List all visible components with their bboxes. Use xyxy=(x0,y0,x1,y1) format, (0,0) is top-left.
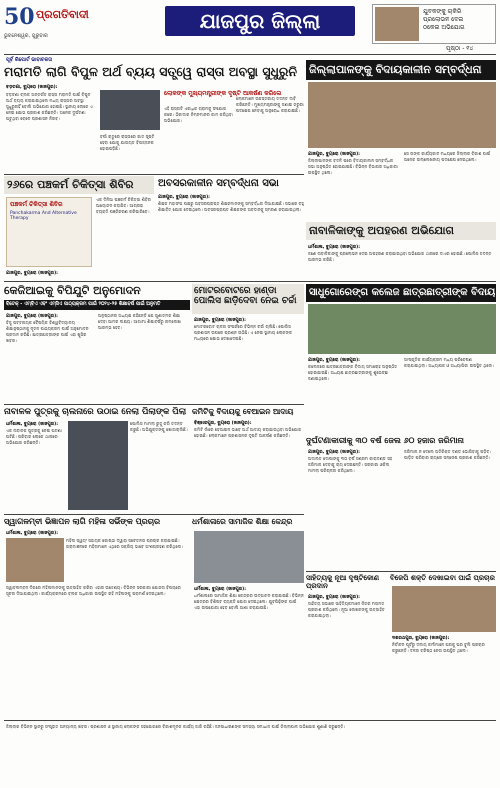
headline-committee[interactable]: କମିଟିକୁ ବିଦାୟକୁ ବେଆଇନ ଆଦାୟ xyxy=(192,407,294,416)
article-body: ଜିଲ୍ଲାର ବିଭିନ୍ନ ସ୍ଥାନରୁ ସଂଗୃହୀତ ଅନ୍ୟାନ୍ୟ ଖବର। ପ୍ରଶାସନ ଓ ସ୍ଥାନୀୟ ଲୋକଙ୍କ ସହଯୋଗରେ ବିକାଶମୂଳକ କାର୍ଯ୍ୟ ଜାରି ରହିଛି। ଜନସାଧାରଣଙ୍କ ସମସ୍ୟା ସମାଧାନ ପାଇଁ ଜିଲ୍ଲାପାଳ ଅଭିଯୋଗ ଶୁଣାଣି କରୁଛନ୍ତି। xyxy=(6,724,346,729)
divider xyxy=(4,281,496,282)
article-body: ବଡ଼ଚଣା ବ୍ଲକ ଅନ୍ତର୍ଗତ ରାସ୍ତା ମରାମତି ପାଇଁ ବିପୁଳ ଅର୍ଥ ବ୍ୟୟ କରାଯାଇଥିଲେ ମଧ୍ୟ ରାସ୍ତାର ଅବସ୍ଥା ସୁଧୁରୁନାହିଁ ବୋଲି ଅଭିଯୋଗ ହୋଇଛି। ସ୍ଥାନୀୟ ଲୋକେ ଏ ନେଇ କ୍ଷୋଭ ପ୍ରକାଶ କରିଛନ୍ତି। ଅନେକ ଦୁର୍ଘଟଣା ଘଟୁଥିବା ବେଳେ ପ୍ରଶାସନ ନିରବ। xyxy=(6,92,93,121)
article-body: ନିର୍ବାଚନ ପୂର୍ବରୁ ଦଳୀୟ କର୍ମୀମାନେ ଘରକୁ ଘର ବୁଲି ପ୍ରଚାର କରୁଛନ୍ତି। ଦଳର ବରିଷ୍ଠ ନେତା ଉପସ୍ଥିତ ଥିଲେ। xyxy=(392,642,485,653)
article-body: ଅଦାଲତ ଦୋଷୀଙ୍କୁ ୩୦ ବର୍ଷ ସଶ୍ରମ କାରାଦଣ୍ଡ ସହ ଜରିମାନା ଦେବାକୁ ରାୟ ଦେଇଛନ୍ତି। ସରକାରୀ ଓକିଲ ମାମଲା ପରିଚାଳନା କରିଥିଲେ। xyxy=(308,456,393,473)
kicker: ପୂର୍ବ ରିପୋର୍ଟ ଭାବାଚକତା xyxy=(6,57,53,63)
article-body: ବର୍ଷା ଋତୁରେ ରାସ୍ତାରେ ଗାତ ସୃଷ୍ଟି ହେବା ଯୋଗୁ ଯାତାୟତ ବିପଜ୍ଜନକ ହୋଇପଡ଼ିଛି। xyxy=(100,134,155,151)
poster-sub: Panchakarma And Alternative Therapy xyxy=(10,211,77,221)
dateline: ଯାଜପୁର, ବ୍ୟୁରୋ (ଜାଜପୁର): xyxy=(308,450,360,455)
dateline: ବିଞ୍ଝାରପୁର, ବ୍ୟୁରୋ (ଜାଜପୁର): xyxy=(194,421,252,426)
headline-minor-abduction[interactable]: ନାବାଳିକାଙ୍କୁ ଅପହରଣ ଅଭିଯୋଗ xyxy=(306,222,496,240)
farewell-photo xyxy=(308,82,496,148)
women-photo xyxy=(6,538,64,582)
bottom-rule xyxy=(4,720,496,721)
logo-number: 50 xyxy=(4,4,35,30)
dateline: ଯାଜପୁର, ବ୍ୟୁରୋ (ଜାଜପୁର): xyxy=(158,195,210,200)
headline-jail-sentence[interactable]: ଦୁର୍ଘଟଣାକାରୀକୁ ୩୦ ବର୍ଷ ଜେଲ ୬୦ ହଜାର ଜରିମାନା xyxy=(306,436,464,445)
headline-retirement[interactable]: ଅବସରକାଳୀନ ସମ୍ବର୍ଦ୍ଧନା ସଭା xyxy=(158,178,279,189)
masthead-logo xyxy=(4,4,122,32)
camp-poster xyxy=(6,197,92,267)
article-body: ବିଜୁ ପଟ୍ଟନାୟକ ବୈଷୟିକ ବିଶ୍ୱବିଦ୍ୟାଳୟ ଶିକ୍ଷାନୁଷ୍ଠାନକୁ ନୂତନ ପାଠ୍ୟକ୍ରମ ପାଇଁ ଅନୁମୋଦନ ପ୍ରଦାନ କରିଛି। ଛାତ୍ରଛାତ୍ରୀଙ୍କ ପାଇଁ ଏହା ଖୁସିର ଖବର। xyxy=(6,320,89,343)
headline-road-repair[interactable]: ମରାମତି ଲାଗି ବିପୁଳ ଅର୍ଥ ବ୍ୟୟ ସତ୍ତ୍ୱେ ରାସ୍ତା ଅବସ୍ଥା ସୁଧୁରୁନି xyxy=(4,64,298,79)
divider xyxy=(4,514,304,515)
article-body: ସ୍ୱାବଲମ୍ବନ ଦିଗରେ ମହିଳାମାନଙ୍କୁ ଉତ୍ସାହିତ କରିବା ଏହାର ଉଦ୍ଦେଶ୍ୟ। ବିଭିନ୍ନ ସରକାରୀ ଯୋଜନା ବିଷୟରେ ସୂଚନା ଦିଆଯାଇଥିଲା। କାର୍ଯ୍ୟକ୍ରମରେ ବ୍ଲକ ଅଧିକାରୀ ଉପସ୍ଥିତ ରହି ମହିଳାଙ୍କୁ ପରାମର୍ଶ ଦେଇଥିଲେ। xyxy=(6,585,181,596)
dateline: ଧର୍ମଶାଳା, ବ୍ୟୁରୋ (ଜାଜପୁର): xyxy=(194,587,246,592)
dateline: ଧର୍ମଶାଳା, ବ୍ୟୁରୋ (ଜାଜପୁର): xyxy=(6,531,58,536)
article-body: ଜଣେ ନାବାଳିକାଙ୍କୁ ପ୍ରଲୋଭନ ଦେଇ ଅପହରଣ କରାଯାଇଥିବା ଅଭିଯୋଗ ଥାନାରେ ଦାଏର ହୋଇଛି। ପୋଲିସ ତଦନ୍ତ ଆରମ୍ଭ କରିଛି। xyxy=(308,251,492,262)
incident-photo xyxy=(68,421,128,510)
headline-farewell-collector[interactable]: ଜିଲ୍ଲାପାଳଙ୍କୁ ବିଦାୟକାଳୀନ ସମ୍ବର୍ଦ୍ଧନା xyxy=(306,60,496,80)
article-body: ଏକ ନାବାଳକ ପୁତ୍ରକୁ ନେଇ ଘଟଣା ଘଟିଛି। ପରିବାର ଲୋକେ ଥାନାରେ ଅଭିଯୋଗ କରିଛନ୍ତି। xyxy=(6,428,62,445)
article-body: ଶିକ୍ଷକ ମହାସଂଘ ପକ୍ଷରୁ ଅବସରପ୍ରାପ୍ତ ଶିକ୍ଷକମାନଙ୍କୁ ସମ୍ବର୍ଦ୍ଧନା ଦିଆଯାଇଛି। ସଭାରେ ବହୁ ଶିକ୍ଷାବିତ୍ ଯୋଗ ଦେଇଥିଲେ। ଅବସରପ୍ରାପ୍ତ ଶିକ୍ଷକଙ୍କ ଅବଦାନକୁ ସ୍ମରଣ କରାଯାଇଥିଲା। xyxy=(158,201,304,212)
divider xyxy=(4,404,304,405)
article-body: ମହିଳା ସ୍ୱୟଂ ସହାୟକ ଗୋଷ୍ଠୀ ଦ୍ୱାରା ସଚେତନତା ପ୍ରଚାର କରାଯାଇଛି। ଗ୍ରାମାଞ୍ଚଳରେ ମହିଳାମାନେ ଏଥିରେ ସକ୍ରିୟ ଭାବେ ଅଂଶଗ୍ରହଣ କରିଥିଲେ। xyxy=(66,538,184,549)
headline-bjp[interactable]: ବିଜେପି ଶକ୍ତି ଦେଖାଇବା ପାଇଁ ପ୍ରଚାର xyxy=(390,574,495,582)
teaser-text: ଯୁବକଙ୍କୁ ଚାକିରି ପ୍ରଲୋଭନ ଦେଇ ଠକେଇ ଅଭିଯୋଗ xyxy=(423,8,465,31)
headline-college-farewell[interactable]: ସାଧୁଗୋରେଙ୍ଗ କଲେଜ ଛାତ୍ରଛାତ୍ରୀଙ୍କ ବିଦାୟ xyxy=(306,284,496,302)
college-photo xyxy=(308,304,496,354)
article-body: ପୋଲିସ ମାମଲା ରୁଜୁ କରି ତଦନ୍ତ କରୁଛି। ଅଭିଯୁକ୍ତଙ୍କୁ ଖୋଜାଚାଲିଛି। xyxy=(130,421,188,432)
headline-minor-son[interactable]: ନାବାଳକ ପୁତ୍ରକୁ ଚାଲନାରେ ଉଠାଇ ନେଲା ପିଲାଙ୍କ ପିଲା xyxy=(4,407,187,417)
dateline: ଧର୍ମଶାଳା, ବ୍ୟୁରୋ (ଜାଜପୁର): xyxy=(308,245,360,250)
headline-women-campaign[interactable]: ସ୍ୱାଗଳମ୍ବୀ ଭିଜ୍ଞାପନ ଲାଗି ମହିଳା ସର୍ଭିଙ୍କ ପ୍ରଚାର xyxy=(4,517,161,526)
rally-photo xyxy=(392,586,496,632)
dateline: ଯାଜପୁର, ବ୍ୟୁରୋ (ଜାଜପୁର): xyxy=(308,152,360,157)
headline-social-center[interactable]: ଧର୍ମଶାଳାରେ ସାମାଜିକ ଶିକ୍ଷା କେନ୍ଦ୍ର xyxy=(192,517,293,526)
divider xyxy=(306,571,496,572)
article-body: ଏହି ରାସ୍ତାଟି ଏକାଧିକ ଗ୍ରାମକୁ ସଂଯୋଗ କରେ। ଠିକାଦାର ନିମ୍ନମାନର କାମ କରିଥିବା ଅଭିଯୋଗ। xyxy=(164,106,233,123)
article-body: ଜିଲ୍ଲାପାଳଙ୍କ ବଦଳି ପରେ ବିଦାୟକାଳୀନ ସମ୍ବର୍ଦ୍ଧନା ସଭା ଅନୁଷ୍ଠିତ ହୋଇଯାଇଛି। ବିଭିନ୍ନ ବିଭାଗର ଅଧିକାରୀ ଉପସ୍ଥିତ ଥିଲେ। xyxy=(308,158,398,175)
dateline: ଯାଜପୁର, ବ୍ୟୁରୋ (ଜାଜପୁର): xyxy=(6,314,58,319)
headline-literature[interactable]: ସାହିତ୍ୟକୁ ନୂଆ ଦୃଷ୍ଟିକୋଣ ପ୍ରଦାନ xyxy=(306,574,380,590)
masthead-subline: ଭୁବନେଶ୍ୱର, ଗୁରୁବାର xyxy=(4,33,48,39)
road-photo xyxy=(100,90,160,130)
dateline: ଯାଜପୁର, ବ୍ୟୁରୋ (ଜାଜପୁର): xyxy=(308,358,360,363)
teaser-box[interactable] xyxy=(372,4,496,44)
article-body: ମୋଟରବୋଟ ଚାଳନା ସଂପର୍କରେ ବିଭିନ୍ନ ଚର୍ଚ୍ଚା ଚାଲିଛି। ପୋଲିସ ପ୍ରଶାସନ ଉପରେ ପ୍ରଶ୍ନ ଉଠିଛି। ଏ ନେଇ ସ୍ଥାନୀୟ ଲୋକଙ୍କ ମଧ୍ୟରେ କ୍ଷୋଭ ଦେଖାଦେଇଛି। xyxy=(194,324,293,341)
article-body: କଲେଜରେ ଛାତ୍ରଛାତ୍ରୀଙ୍କ ବିଦାୟ ସମାରୋହ ଅନୁଷ୍ଠିତ ହୋଇଯାଇଛି। ଅଧ୍ୟକ୍ଷ ଛାତ୍ରଛାତ୍ରୀଙ୍କୁ ଶୁଭେଚ୍ଛା ଜଣାଇଥିଲେ। xyxy=(308,364,398,381)
article-body: ଜରିମାନା ନ ଦେଲେ ଅତିରିକ୍ତ ଦଣ୍ଡ ଭୋଗିବାକୁ ପଡ଼ିବ। ପୀଡ଼ିତ ପରିବାର ରାୟରେ ସନ୍ତୋଷ ପ୍ରକାଶ କରିଛନ୍ତି। xyxy=(404,449,492,460)
dateline: ଦଶରଥପୁର, ବ୍ୟୁରୋ (ଜାଜପୁର): xyxy=(392,636,450,641)
dateline: ଧର୍ମଶାଳା, ବ୍ୟୁରୋ (ଜାଜପୁର): xyxy=(6,422,58,427)
dateline: ବଡ଼ଚଣା, ବ୍ୟୁରୋ (ଜାଜପୁର): xyxy=(6,85,58,90)
dateline: ଯାଜପୁର, ବ୍ୟୁରୋ (ଜାଜପୁର): xyxy=(308,595,360,600)
teaser-photo xyxy=(375,7,419,41)
divider xyxy=(4,174,304,175)
brand-name: ପ୍ରଗତିବାଦୀ xyxy=(36,8,89,21)
page-number: ପୃଷ୍ଠା - ୧୪ xyxy=(446,45,474,52)
subhead: ଲୋକଙ୍କ ମୁଖ୍ୟମନ୍ତ୍ରୀଙ୍କ ଦୃଷ୍ଟି ଆକର୍ଷଣ କରିଲେ xyxy=(164,90,282,97)
article-body: ସାହିତ୍ୟ ସଭାରେ ସାହିତ୍ୟିକମାନେ ନିଜର ମତାମତ ପ୍ରକାଶ କରିଥିଲେ। ନୂଆ ଲେଖକଙ୍କୁ ଉତ୍ସାହିତ କରାଯାଇଥିଲା। xyxy=(308,601,385,618)
article-body: ସାଂସ୍କୃତିକ କାର୍ଯ୍ୟକ୍ରମ ମଧ୍ୟ ପରିବେଷଣ କରାଯାଇଥିଲା। ଅଧ୍ୟାପକ ଓ ଅଧ୍ୟାପିକା ଉପସ୍ଥିତ ଥିଲେ। xyxy=(404,357,495,368)
dateline: ଯାଜପୁର, ବ୍ୟୁରୋ (ଜାଜପୁର): xyxy=(6,271,58,276)
headline-motorboat[interactable]: ମୋଟରବୋଟରେ ହାଣ୍ଡା ପୋଲିସ ଛାଡ଼ିଦେବା ନେଇ ଚର୍ଚ୍ଚା xyxy=(192,284,304,314)
dateline: ଯାଜପୁର, ବ୍ୟୁରୋ (ଜାଜପୁର): xyxy=(194,318,246,323)
center-photo xyxy=(194,531,304,583)
headline-panchakarma[interactable]: ୨୬ରେ ପଞ୍ଚକର୍ମ ଚିକିତ୍ସା ଶିବିର xyxy=(4,176,154,194)
article-body: ଧର୍ମଶାଳାରେ ସାମାଜିକ ଶିକ୍ଷା କେନ୍ଦ୍ରର ଉଦ୍‌ଘାଟନ କରାଯାଇଛି। ବିଭିନ୍ନ କ୍ଷେତ୍ରର ବିଶିଷ୍ଟ ବ୍ୟକ୍ତି ଯୋଗ ଦେଇଥିଲେ। ଯୁବପିଢ଼ିଙ୍କ ପାଇଁ ଏହା ଉପଯୋଗୀ ହେବ ବୋଲି ଆଶା କରାଯାଉଛି। xyxy=(194,593,304,610)
headline-kgi-approval[interactable]: କେଜିଆଇକୁ ବିପିଯୁଟି ଅନୁମୋଦନ xyxy=(4,284,141,297)
article-body: ସେ ତାଙ୍କ କାର୍ଯ୍ୟକାଳ ମଧ୍ୟରେ ଜିଲ୍ଲାର ବିକାଶ ପାଇଁ ଅନେକ ଉଲ୍ଲେଖନୀୟ ପଦକ୍ଷେପ ନେଇଥିଲେ। xyxy=(404,151,491,162)
article-body: ଲୋକମାନେ ଉଚ୍ଚସ୍ତରୀୟ ତଦନ୍ତ ଦାବି କରିଛନ୍ତି। ମୁଖ୍ୟମନ୍ତ୍ରୀଙ୍କୁ ଜଣାଇ ଜରୁରୀ ପଦକ୍ଷେପ ନେବାକୁ ଅନୁରୋଧ କରାଯାଇଛି। xyxy=(236,96,304,113)
masthead-divider xyxy=(4,54,496,55)
article-body: ଅନୁଷ୍ଠାନର ଅଧ୍ୟକ୍ଷ କହିଛନ୍ତି ଯେ ଗୁଣାତ୍ମକ ଶିକ୍ଷା ଦେବା ଆମର ଲକ୍ଷ୍ୟ। ଆଗାମୀ ଶିକ୍ଷାବର୍ଷରୁ ନାମଲେଖା ଆରମ୍ଭ ହେବ। xyxy=(98,313,182,330)
poster-title: ପଞ୍ଚକର୍ମ ଚିକିତ୍ସା ଶିବିର xyxy=(10,201,63,208)
article-body: କମିଟି ନାଁରେ ବେଆଇନ ଭାବେ ଅର୍ଥ ଆଦାୟ କରାଯାଉଥିବା ଅଭିଯୋଗ ହୋଇଛି। ଲୋକମାନେ ପ୍ରଶାସନର ଦୃଷ୍ଟି ଆକର୍ଷଣ କରିଛନ୍ତି। xyxy=(194,427,302,438)
subhead: ବିଟେକ୍ - ଏମ୍‌ବିଏ ଏବଂ ଏମ୍‌ସିଏ ପାଠ୍ୟକ୍ରମ ପାଇଁ ୨୦୨୪-୨୫ ଶିକ୍ଷାବର୍ଷ ପାଇଁ ଅନୁମତି xyxy=(4,300,190,310)
article-body: ଏକ ଦିନିଆ ପଞ୍ଚକର୍ମ ଚିକିତ୍ସା ଶିବିର ଆୟୋଜନ କରାଯିବ। ଆଗ୍ରହୀ ବ୍ୟକ୍ତି ପଞ୍ଜିକରଣ କରିପାରିବେ। xyxy=(96,197,151,214)
section-title: ଯାଜପୁର ଜିଲ୍ଲା xyxy=(165,6,355,36)
